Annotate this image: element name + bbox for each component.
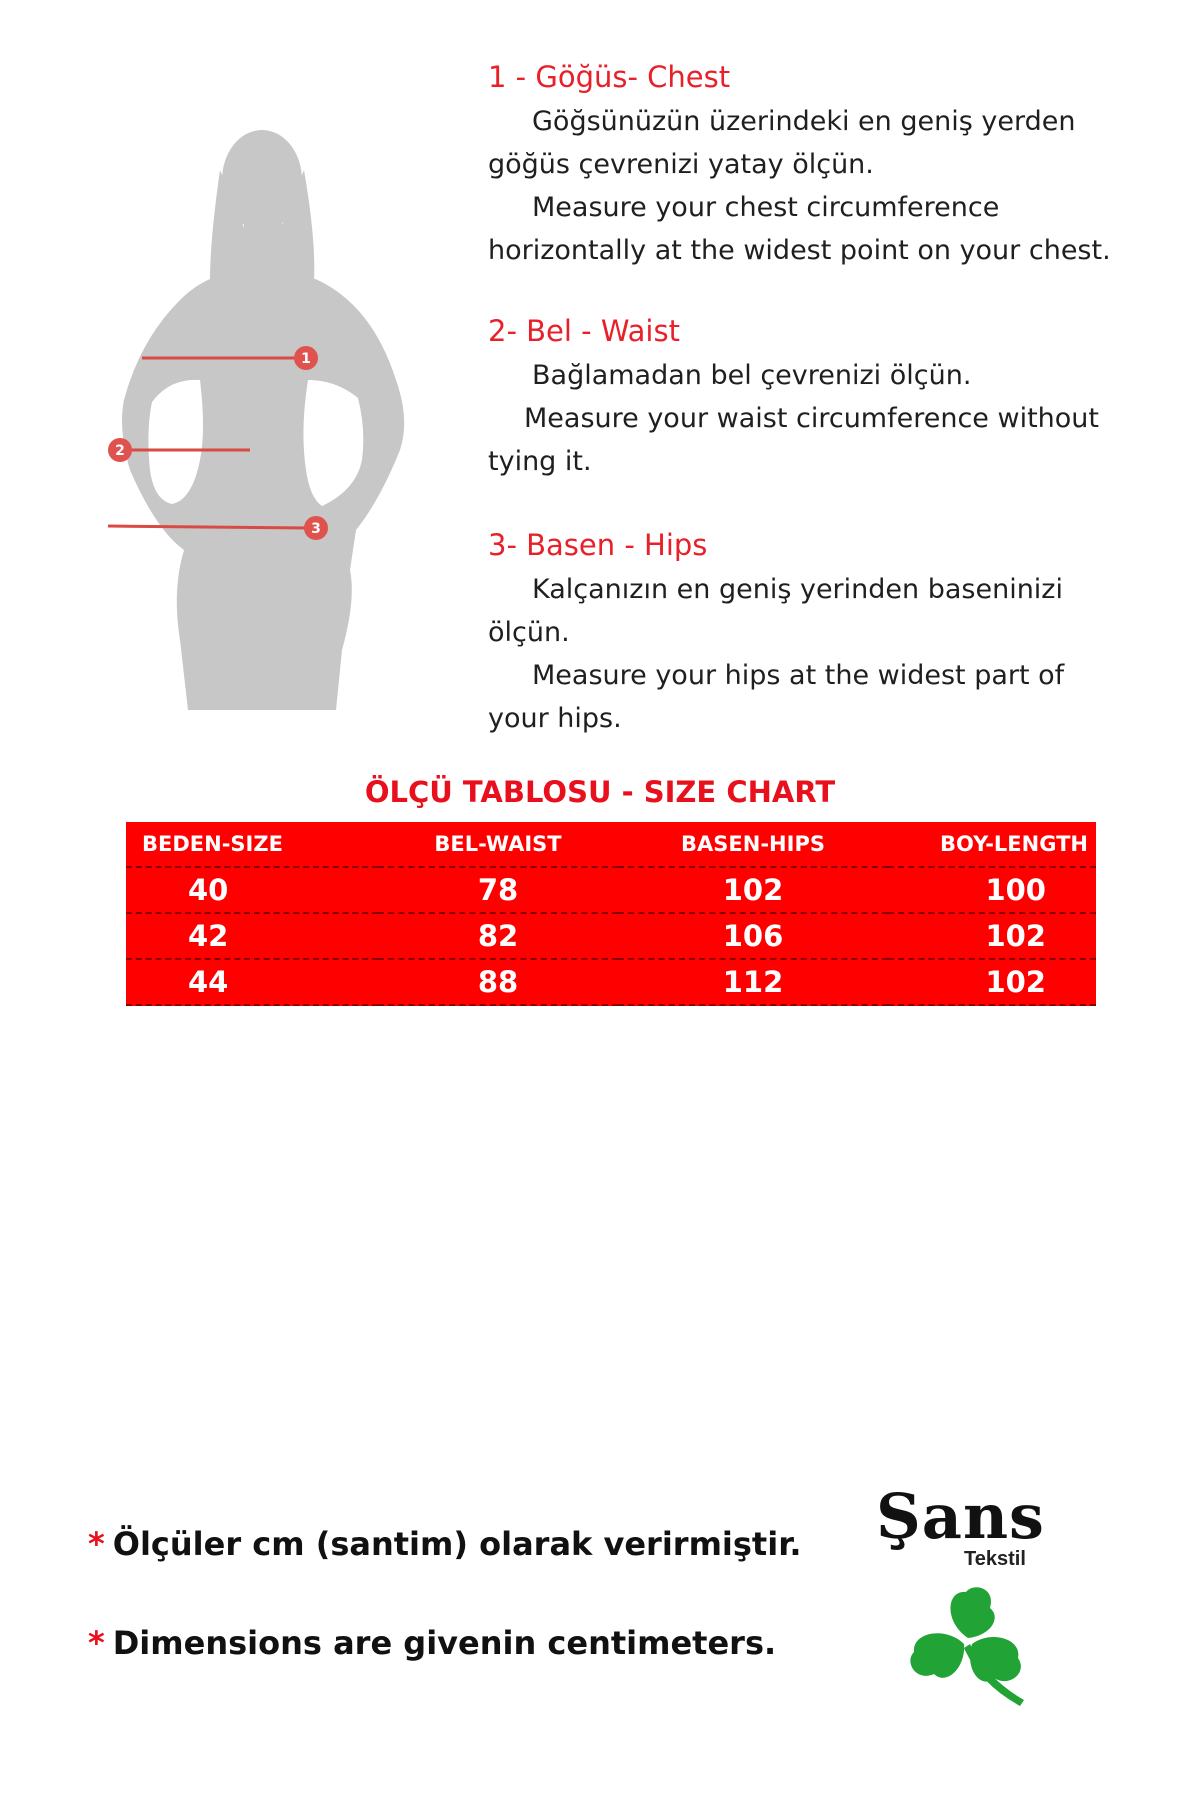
- hips-instructions: [488, 528, 1168, 740]
- hips-en-line-2: your hips.: [488, 703, 622, 734]
- cell-waist: 88: [378, 959, 618, 1005]
- hips-title: 3- Basen - Hips: [488, 528, 708, 562]
- note-english-text: Dimensions are givenin centimeters.: [112, 1624, 777, 1662]
- cell-hips: 112: [618, 959, 888, 1005]
- logo-subtitle: Tekstil: [964, 1548, 1026, 1570]
- asterisk-icon: *: [88, 1525, 105, 1563]
- cell-length: 100: [888, 867, 1096, 913]
- cell-size: 40: [126, 867, 378, 913]
- header-length: BOY-LENGTH: [888, 822, 1096, 867]
- table-row: [126, 959, 1096, 1005]
- marker-3: [304, 516, 328, 540]
- table-header-row: [126, 822, 1096, 867]
- waist-title: 2- Bel - Waist: [488, 314, 680, 348]
- cell-length: 102: [888, 913, 1096, 959]
- cell-length: 102: [888, 959, 1096, 1005]
- size-chart-table: [126, 822, 1096, 1006]
- hips-line: [108, 526, 310, 528]
- chest-en-line-2: horizontally at the widest point on your chest.: [488, 235, 1111, 266]
- chest-en-line-1: Measure your chest circumference: [532, 192, 1000, 223]
- note-turkish: [88, 1525, 802, 1563]
- cell-waist: 78: [378, 867, 618, 913]
- chest-instructions: [488, 60, 1168, 272]
- marker-2-label: 2: [115, 443, 125, 459]
- marker-1: [294, 346, 318, 370]
- logo-wordmark: Şans: [876, 1480, 1045, 1553]
- marker-2: [108, 438, 132, 462]
- waist-instructions: [488, 314, 1168, 483]
- note-english: [88, 1624, 776, 1662]
- cell-waist: 82: [378, 913, 618, 959]
- hips-en-line-1: Measure your hips at the widest part of: [532, 660, 1065, 691]
- waist-en-line-1: Measure your waist circumference without: [524, 403, 1099, 434]
- asterisk-icon: *: [88, 1624, 105, 1662]
- cell-hips: 102: [618, 867, 888, 913]
- hips-tr-line-1: Kalçanızın en geniş yerinden baseninizi: [532, 574, 1063, 605]
- waist-en-line-2: tying it.: [488, 446, 592, 477]
- silhouette: [122, 130, 404, 710]
- body-measurement-figure: [60, 130, 460, 710]
- marker-3-label: 3: [311, 521, 321, 537]
- brand-logo: [868, 1480, 1068, 1710]
- header-hips: BASEN-HIPS: [618, 822, 888, 867]
- header-size: BEDEN-SIZE: [126, 822, 378, 867]
- note-turkish-text: Ölçüler cm (santim) olarak verirmiştir.: [112, 1525, 802, 1563]
- table-row: [126, 867, 1096, 913]
- cell-size: 42: [126, 913, 378, 959]
- header-waist: BEL-WAIST: [378, 822, 618, 867]
- chest-tr-line-2: göğüs çevrenizi yatay ölçün.: [488, 149, 874, 180]
- size-chart-title: ÖLÇÜ TABLOSU - SIZE CHART: [364, 775, 836, 809]
- clover-icon: [904, 1582, 1034, 1708]
- waist-tr-line-1: Bağlamadan bel çevrenizi ölçün.: [532, 360, 972, 391]
- chest-tr-line-1: Göğsünüzün üzerindeki en geniş yerden: [532, 106, 1076, 137]
- hips-tr-line-2: ölçün.: [488, 617, 570, 648]
- cell-size: 44: [126, 959, 378, 1005]
- chest-title: 1 - Göğüs- Chest: [488, 60, 731, 94]
- cell-hips: 106: [618, 913, 888, 959]
- table-row: [126, 913, 1096, 959]
- marker-1-label: 1: [301, 351, 311, 367]
